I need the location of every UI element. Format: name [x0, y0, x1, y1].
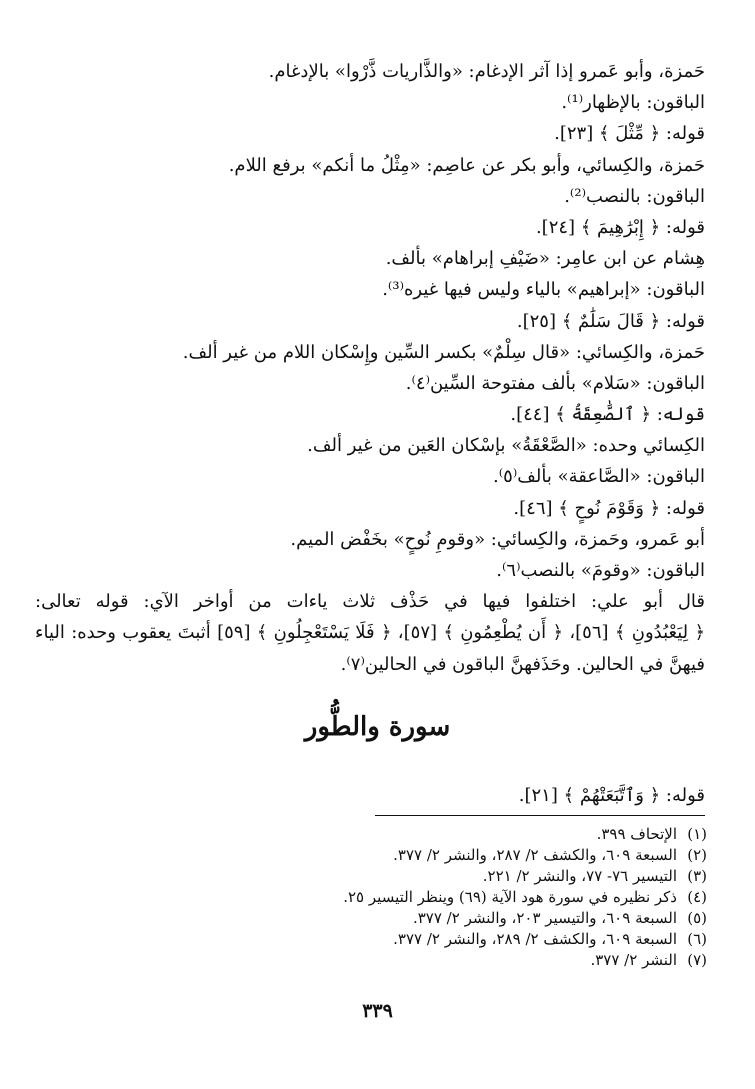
footnote [27, 950, 707, 971]
text-line: الباقون: «وقومَ» بالنصب⁽٦⁾. [496, 560, 705, 581]
text-line: الكِسائي وحده: «الصَّعْقَةُ» بإسْكان العَين من غير ألف. [307, 435, 705, 457]
text-line: الباقون: «الصَّاعقة» بألف⁽٥⁾. [493, 466, 705, 488]
footnote [27, 824, 707, 845]
text-line: قوله: ﴿ إِبْرَٰهِيمَ ﴾ [٢٤]. [535, 216, 705, 238]
footnote [27, 845, 707, 866]
footnote-text: النشر ٢/ ٣٧٧. [590, 951, 677, 969]
footnote-text: ذكر نظيره في سورة هود الآية (٦٩) وينظر التيسير ٢٥. [343, 888, 677, 906]
footnote [27, 887, 707, 908]
text-line: قوله: ﴿ ٱلصَّٰعِقَةُ ﴾ [٤٤]. [510, 404, 705, 426]
text-line: قوله: ﴿ مِّثْلَ ﴾ [٢٣]. [554, 123, 705, 145]
footnote-text: السبعة ٦٠٩، والكشف ٢/ ٢٨٩، والنشر ٢/ ٣٧٧. [393, 930, 677, 948]
footnote-number: (٦) [687, 930, 707, 948]
footnote-text: التيسير ٧٦- ٧٧، والنشر ٢/ ٢٢١. [482, 867, 677, 885]
text-line: الباقون: بالإظهار⁽¹⁾. [561, 92, 705, 114]
text-line: قال أبو علي: اختلفوا فيها في حَذْف ثلاث ياءات من أواخر الآي: قوله تعالى: [35, 591, 705, 613]
footnote-text: الإتحاف ٣٩٩. [596, 825, 677, 843]
text-line: ﴿ لِيَعْبُدُونِ ﴾ [٥٦]، ﴿ أَن يُطْعِمُونِ ﴾ [٥٧]، ﴿ فَلَا يَسْتَعْجِلُونِ ﴾ [٥٩] أثبتَ يعقوب وحده: الياء [35, 622, 705, 644]
surah-heading: سورة والطُّور [304, 712, 451, 742]
footnotes [27, 824, 707, 971]
text-line: حَمزة، وأبو عَمرو إذا آثر الإدغام: «والذَّاريات ذَّرْوا» بالإدغام. [268, 61, 705, 82]
footnote [27, 866, 707, 887]
text-line: قوله: ﴿ وَٱتَّبَعَتْهُمْ ﴾ [٢١]. [518, 785, 705, 806]
footnote [27, 929, 707, 950]
footnote-number: (٢) [687, 846, 707, 864]
text-line: حَمزة، والكِسائي، وأبو بكر عن عاصِم: «مِثْلُ ما أنكم» برفع اللام. [228, 154, 705, 176]
text-line: فيهنَّ في الحالين. وحَذَفهنَّ الباقون في الحالين⁽٧⁾. [340, 653, 705, 675]
text-line: قوله: ﴿ وَقَوْمَ نُوحٍ ﴾ [٤٦]. [513, 497, 705, 519]
text-line: أبو عَمرو، وحَمزة، والكِسائي: «وقومِ نُوحٍ» بخَفْض الميم. [290, 528, 705, 550]
footnote-text: السبعة ٦٠٩، والتيسير ٢٠٣، والنشر ٢/ ٣٧٧. [412, 909, 677, 927]
footnote-divider [375, 815, 705, 816]
text-line: الباقون: «سَلام» بألف مفتوحة السِّين⁽٤⁾. [405, 372, 705, 394]
text-line: الباقون: «إبراهيم» بالياء وليس فيها غيره⁽³⁾. [382, 279, 705, 301]
footnote-text: السبعة ٦٠٩، والكشف ٢/ ٢٨٧، والنشر ٢/ ٣٧٧. [393, 846, 677, 864]
main-text [35, 56, 705, 680]
footnote-number: (١) [687, 825, 707, 843]
text-line: هِشام عن ابن عامِر: «ضَيْفِ إبراهام» بألف. [385, 248, 705, 270]
footnote [27, 908, 707, 929]
footnote-number: (٣) [687, 867, 707, 885]
text-line: قوله: ﴿ قَالَ سَلَٰمٌ ﴾ [٢٥]. [516, 310, 705, 332]
text-line: الباقون: بالنصب⁽²⁾. [564, 185, 705, 207]
footnote-number: (٥) [687, 909, 707, 927]
text-line: حَمزة، والكِسائي: «قال سِلْمٌ» بكسر السِّين وإِسْكان اللام من غير ألف. [182, 341, 705, 363]
footnote-number: (٤) [687, 888, 707, 906]
footnote-number: (٧) [687, 951, 707, 969]
page-number: ٣٣٩ [362, 1000, 393, 1022]
